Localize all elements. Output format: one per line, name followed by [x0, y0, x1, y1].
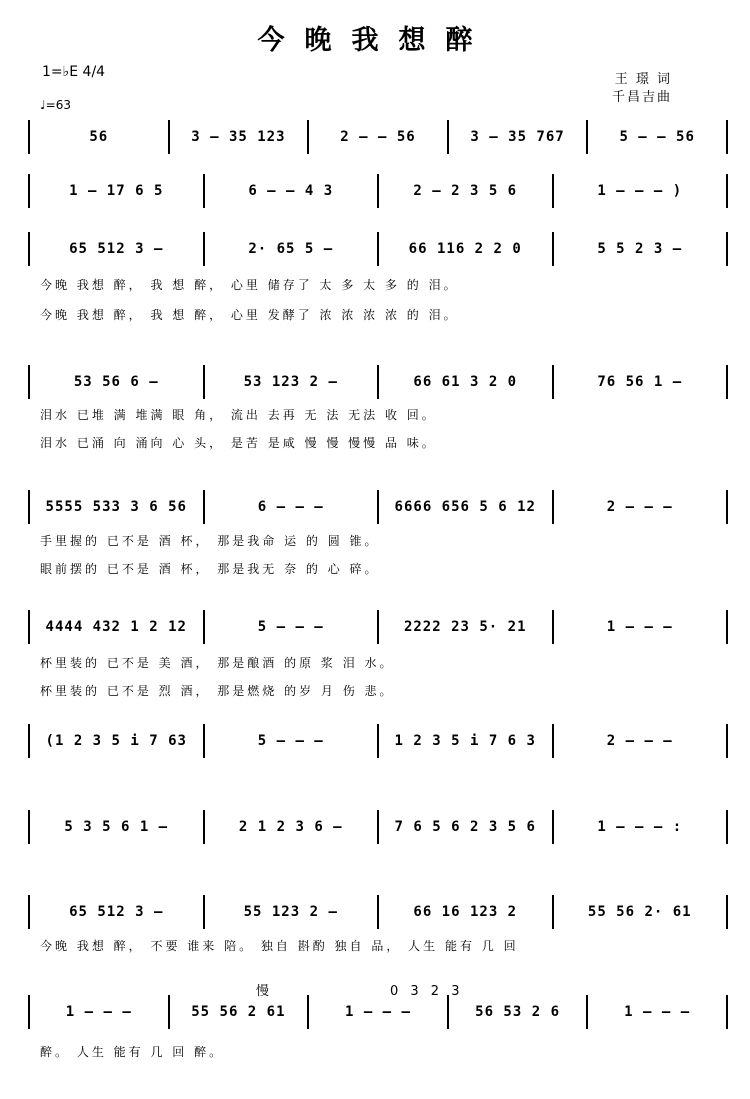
lyric-line: 今晚 我想 醉， 我 想 醉， 心里 储存了 太 多 太 多 的 泪。	[40, 278, 459, 292]
measure: 65 512 3 –	[69, 904, 164, 920]
measure: 53 56 6 –	[73, 374, 159, 390]
measure: 53 123 2 –	[243, 374, 338, 390]
lyric-line: 泪水 已堆 满 堆满 眼 角， 流出 去再 无 法 无法 收 回。	[40, 408, 437, 422]
key-signature: 1=♭E 4/4	[42, 64, 106, 80]
measure: 4444 432 1 2 12	[45, 619, 187, 635]
measure: 5 – – 56	[619, 129, 695, 145]
staff-line	[28, 232, 728, 266]
measure: 1 – – –	[344, 1004, 411, 1020]
measure: 6 – – 4 3	[248, 183, 334, 199]
measure: 5 – – –	[257, 733, 324, 749]
measure: 5 5 2 3 –	[597, 241, 683, 257]
lyric-line: 今晚 我想 醉， 不要 谁来 陪。 独自 斟酌 独自 品， 人生 能有 几 回	[40, 939, 519, 953]
measure: (1 2 3 5 i 7 63	[45, 733, 187, 749]
bar-line	[726, 174, 728, 208]
measure: 1 – – –	[624, 1004, 691, 1020]
measure: 3 – 35 767	[470, 129, 565, 145]
measure: 66 61 3 2 0	[413, 374, 518, 390]
song-title: 今晚我想醉	[257, 25, 493, 56]
staff-line	[28, 174, 728, 208]
bar-line	[726, 810, 728, 844]
measure: 6666 656 5 6 12	[394, 499, 536, 515]
staff-line	[28, 490, 728, 524]
lyric-line: 泪水 已涌 向 涌向 心 头， 是苦 是咸 慢 慢 慢慢 品 味。	[40, 436, 437, 450]
measure: 5 – – –	[257, 619, 324, 635]
bar-line	[726, 895, 728, 929]
measure: 2 – – 56	[340, 129, 416, 145]
measure: 2222 23 5· 21	[403, 619, 527, 635]
lyricist: 王 璟 词	[614, 72, 672, 87]
lyric-line: 杯里装的 已不是 美 酒， 那是酿酒 的原 浆 泪 水。	[40, 656, 395, 670]
measure: 55 123 2 –	[243, 904, 338, 920]
lyric-line: 杯里装的 已不是 烈 酒， 那是燃烧 的岁 月 伤 悲。	[40, 684, 395, 698]
staff-line	[28, 895, 728, 929]
staff-line	[28, 810, 728, 844]
measure: 2· 65 5 –	[248, 241, 334, 257]
measure: 2 – – –	[606, 733, 673, 749]
measure: 55 56 2· 61	[587, 904, 692, 920]
measure: 1 – 17 6 5	[69, 183, 164, 199]
staff-line	[28, 995, 728, 1029]
measure: 5 3 5 6 1 –	[64, 819, 169, 835]
lyric-line: 醉。 人生 能有 几 回 醉。	[40, 1045, 225, 1059]
bar-line	[726, 724, 728, 758]
measure: 1 2 3 5 i 7 6 3	[394, 733, 536, 749]
bar-line	[726, 120, 728, 154]
measure: 76 56 1 –	[597, 374, 683, 390]
measure: 56 53 2 6	[475, 1004, 560, 1020]
staff-line	[28, 120, 728, 154]
measure: 1 – – –	[606, 619, 673, 635]
composer: 千昌吉曲	[611, 90, 672, 105]
measure: 2 – – –	[606, 499, 673, 515]
measure: 1 – – – :	[597, 819, 683, 835]
slow-marking: 慢	[256, 984, 270, 999]
measure: 55 56 2 61	[191, 1004, 286, 1020]
measure: 56	[89, 129, 109, 145]
measure: 65 512 3 –	[69, 241, 164, 257]
measure: 1 – – –	[65, 1004, 132, 1020]
measure: 66 16 123 2	[413, 904, 518, 920]
bar-line	[726, 232, 728, 266]
measure: 66 116 2 2 0	[408, 241, 522, 257]
measure: 3 – 35 123	[191, 129, 286, 145]
staff-line	[28, 365, 728, 399]
coda-notes: 0 3 2 3	[390, 984, 464, 999]
staff-line	[28, 724, 728, 758]
measure: 6 – – –	[257, 499, 324, 515]
lyric-line: 今晚 我想 醉， 我 想 醉， 心里 发酵了 浓 浓 浓 浓 的 泪。	[40, 308, 459, 322]
lyric-line: 眼前摆的 已不是 酒 杯， 那是我无 奈 的 心 碎。	[40, 562, 380, 576]
lyric-line: 手里握的 已不是 酒 杯， 那是我命 运 的 圆 锥。	[40, 534, 380, 548]
bar-line	[726, 610, 728, 644]
bar-line	[726, 490, 728, 524]
measure: 5555 533 3 6 56	[45, 499, 187, 515]
measure: 2 1 2 3 6 –	[238, 819, 343, 835]
bar-line	[726, 365, 728, 399]
measure: 7 6 5 6 2 3 5 6	[394, 819, 536, 835]
tempo-marking: ♩=63	[40, 98, 71, 112]
measure: 2 – 2 3 5 6	[413, 183, 518, 199]
measure: 1 – – – )	[597, 183, 683, 199]
staff-line	[28, 610, 728, 644]
bar-line	[726, 995, 728, 1029]
